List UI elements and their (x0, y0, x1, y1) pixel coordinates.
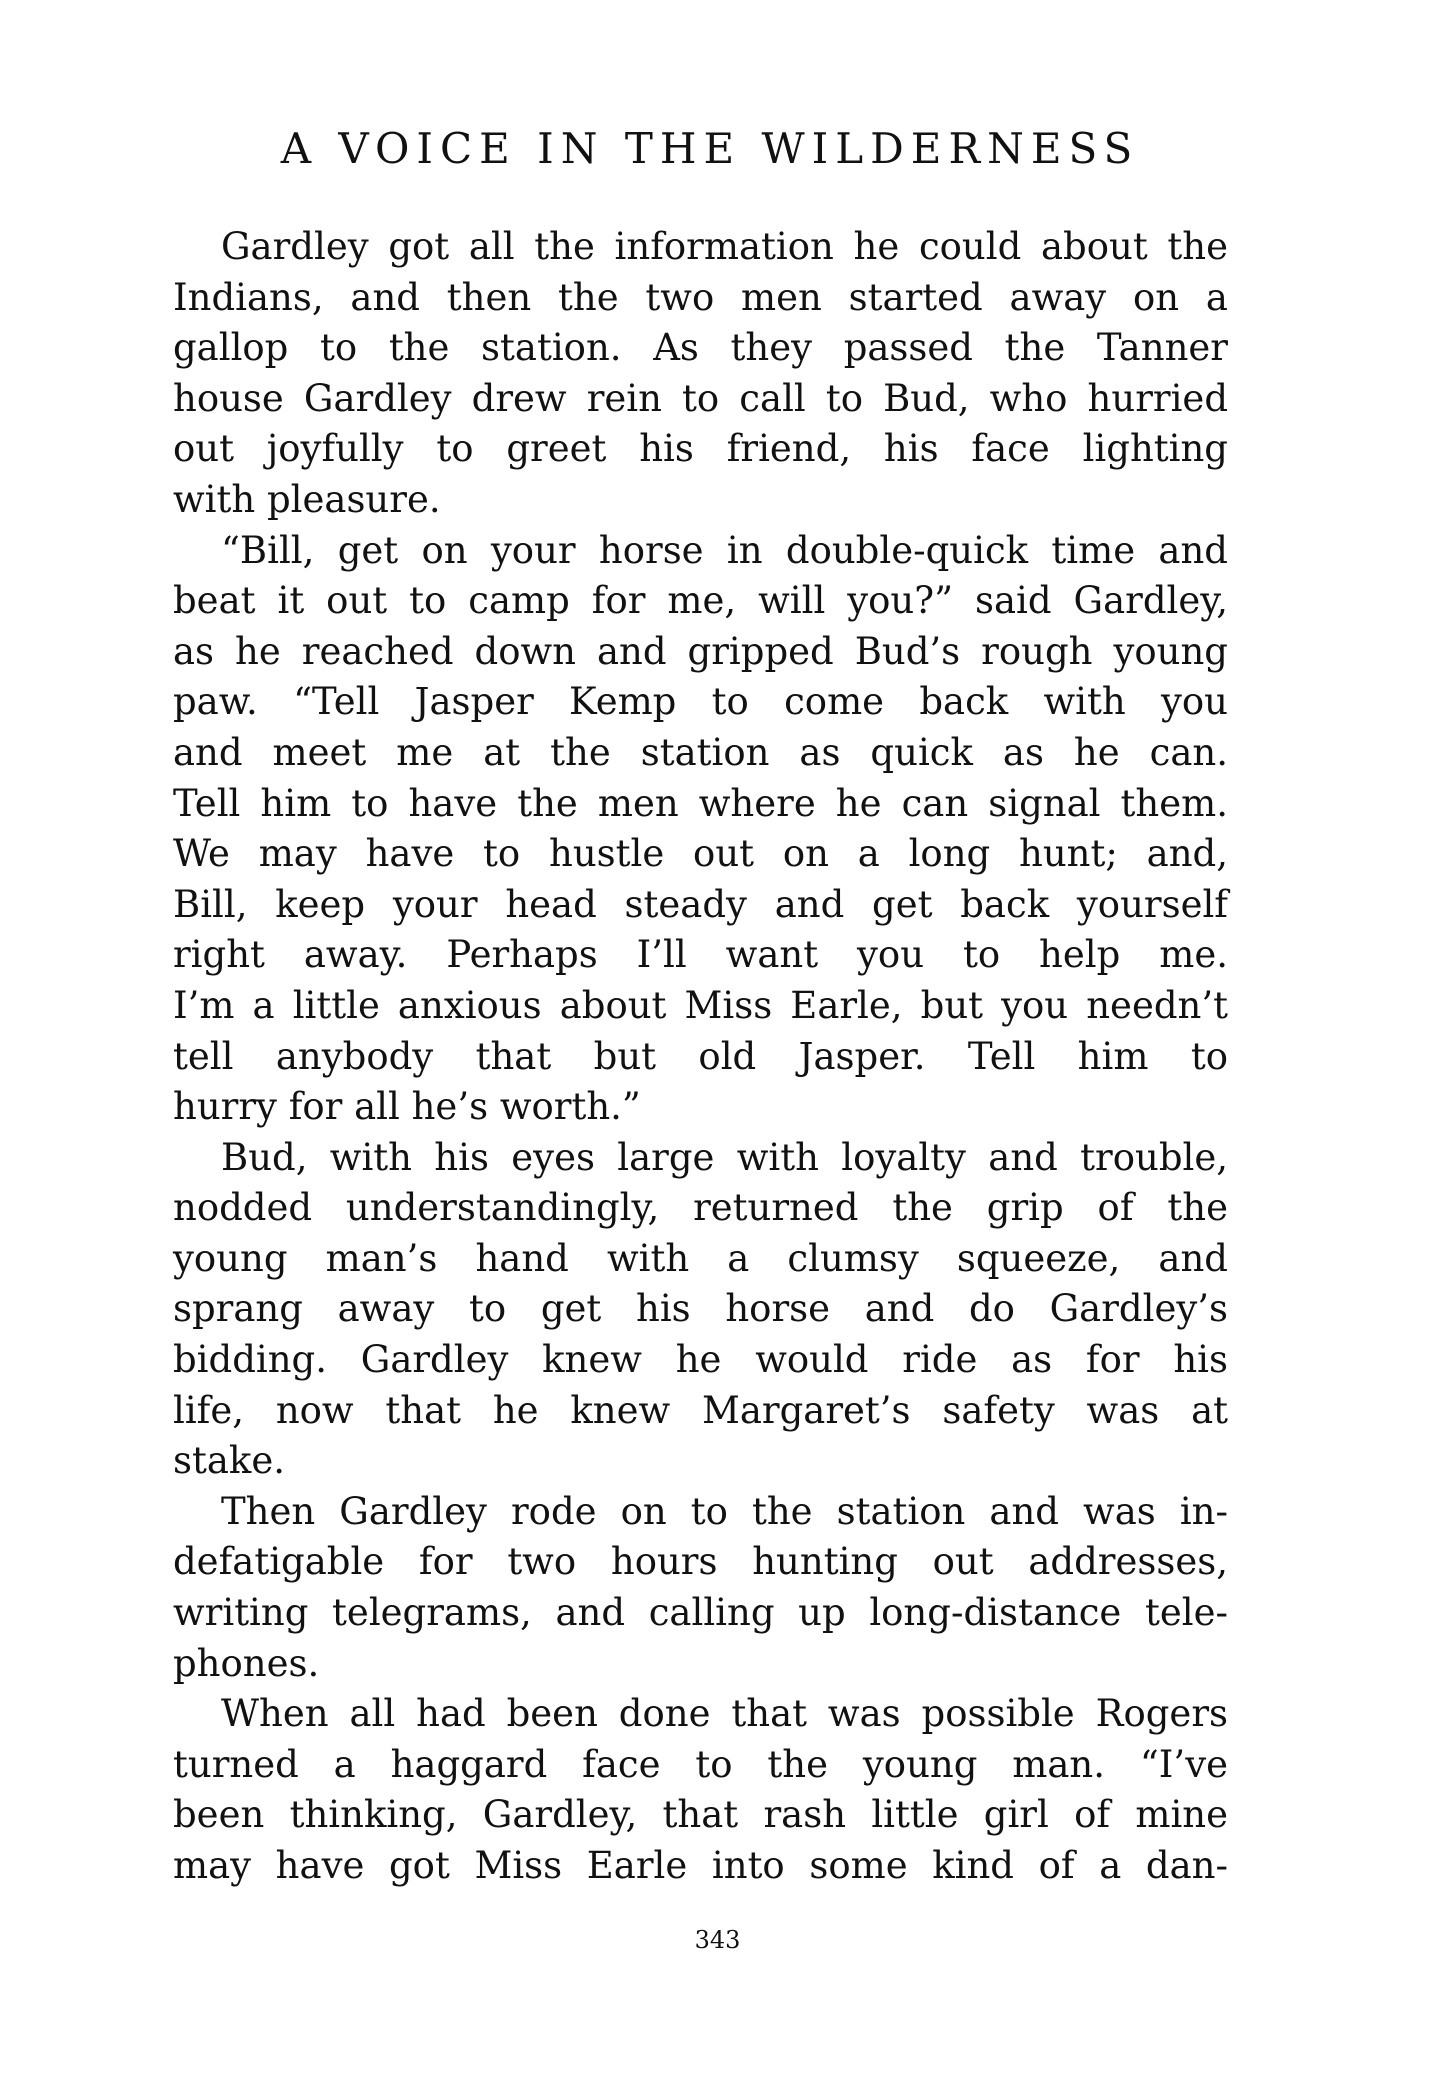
body-text (173, 222, 1228, 1892)
page-number: 343 (694, 1926, 741, 1954)
text-line: stake. (173, 1439, 285, 1483)
text-line: may have got Miss Earle into some kind of a dan- (173, 1844, 1228, 1887)
text-line: “Bill, get on your horse in double-quick time and (221, 528, 1228, 572)
text-line: turned a haggard face to the young man. “I’ve (173, 1742, 1228, 1786)
text-line: hurry for all he’s worth.” (173, 1085, 641, 1129)
text-line: Bud, with his eyes large with loyalty and trouble, (221, 1135, 1228, 1179)
text-line: bidding. Gardley knew he would ride as for his (173, 1338, 1228, 1382)
text-line: We may have to hustle out on a long hunt; and, (173, 832, 1228, 876)
text-line: gallop to the station. As they passed the Tanner (173, 326, 1228, 370)
text-line: paw. “Tell Jasper Kemp to come back with you (173, 680, 1228, 724)
text-line: with pleasure. (173, 477, 441, 521)
text-line: Gardley got all the information he could about the (221, 225, 1228, 268)
text-line: sprang away to get his horse and do Gardley’s (173, 1287, 1228, 1331)
text-line: out joyfully to greet his friend, his face lighting (173, 427, 1228, 471)
text-line: young man’s hand with a clumsy squeeze, and (173, 1236, 1228, 1280)
text-line: been thinking, Gardley, that rash little girl of mine (173, 1793, 1228, 1837)
text-line: and meet me at the station as quick as he can. (173, 730, 1228, 774)
text-line: beat it out to camp for me, will you?” said Gardley, (173, 579, 1228, 623)
text-line: I’m a little anxious about Miss Earle, but you needn’t (173, 983, 1228, 1027)
text-line: Indians, and then the two men started away on a (173, 275, 1228, 319)
text-line: nodded understandingly, returned the grip of the (173, 1186, 1228, 1230)
text-line: writing telegrams, and calling up long-distance tele- (173, 1591, 1228, 1635)
text-line: When all had been done that was possible Rogers (221, 1692, 1228, 1736)
running-head: A VOICE IN THE WILDERNESS (280, 124, 1140, 173)
text-line: Tell him to have the men where he can signal them. (173, 781, 1228, 825)
text-line: Then Gardley rode on to the station and was in- (221, 1489, 1228, 1533)
text-line: phones. (173, 1641, 320, 1685)
text-line: as he reached down and gripped Bud’s rough young (173, 629, 1228, 673)
text-line: Bill, keep your head steady and get back yourself (173, 882, 1228, 926)
text-line: life, now that he knew Margaret’s safety was at (173, 1388, 1228, 1432)
text-line: defatigable for two hours hunting out addresses, (173, 1540, 1228, 1584)
text-line: right away. Perhaps I’ll want you to help me. (173, 933, 1228, 977)
text-line: tell anybody that but old Jasper. Tell him to (173, 1034, 1228, 1078)
text-line: house Gardley drew rein to call to Bud, who hurried (173, 376, 1228, 420)
